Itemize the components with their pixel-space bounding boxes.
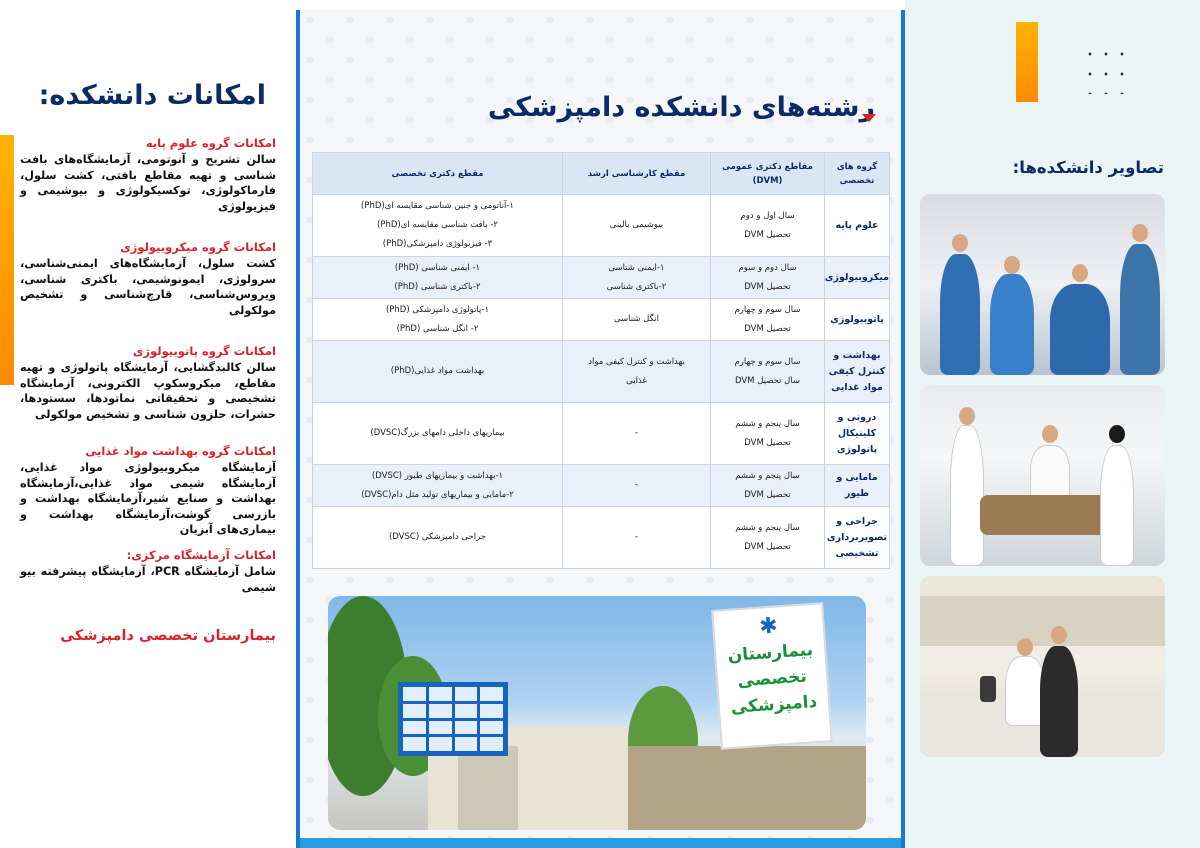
person-head	[1017, 638, 1033, 656]
person-figure	[940, 254, 980, 375]
cell-line: تحصیل DVM	[744, 229, 791, 240]
cell-msc	[563, 195, 711, 257]
cell-group: درونی و کلینیکال پاتولوژی	[825, 403, 890, 465]
column-header: مقطع دکتری تخصصی	[313, 153, 563, 195]
person-head	[959, 407, 975, 425]
cell-line: سال تحصیل DVM	[734, 375, 801, 386]
cell-dvm	[711, 403, 825, 465]
person-head	[1072, 264, 1088, 282]
cell-line: بهداشت و کنترل کیفی مواد	[588, 356, 685, 367]
facility-text: کشت سلول، آزمایشگاه‌های ایمنی‌شناسی، سرولوژی، ایمونوشیمی، باکتری شناسی، ویروس‌شناسی، قارچ‌شناسی و تشخیص مولکولی	[20, 257, 276, 317]
cell-msc	[563, 507, 711, 569]
column-header: گروه های تخصصی	[825, 153, 890, 195]
cell-phd	[313, 507, 563, 569]
cell-group: بهداشت و کنترل کیفی مواد غذایی	[825, 341, 890, 403]
caret-down-icon	[862, 114, 876, 122]
left-accent-bar	[0, 135, 14, 385]
cell-line: بیوشیمی بالینی	[609, 220, 664, 230]
cell-line: تحصیل DVM	[744, 541, 791, 552]
cell-group: پاتوبیولوژی	[825, 299, 890, 341]
cell-dvm	[711, 507, 825, 569]
university-logo-icon: ✱	[758, 613, 779, 640]
facility-text: سالن تشریح و آنوتومی، آزمایشگاه‌های بافت شناسی و تهیه مقاطع بافتی، کشت سلول، فارماکولوژی، توکسیکولوژی و بیوشیمی و فیزیولوژی	[20, 153, 276, 213]
person-figure	[1050, 284, 1110, 375]
cell-line: تحصیل DVM	[744, 437, 791, 448]
table-header-row	[313, 153, 890, 195]
table-row	[313, 341, 890, 403]
cell-line: تحصیل DVM	[744, 281, 791, 292]
person-figure	[990, 274, 1034, 375]
person-head	[952, 234, 968, 252]
cell-msc	[563, 341, 711, 403]
cell-line: سال دوم و سوم	[738, 262, 797, 273]
facility-text: سالن کالبدگشایی، آزمایشگاه پاتولوژی و تهیه مقاطع، میکروسکوپ الکترونی، آزمایشگاه تشخیصی و تحقیقاتی نماتودها، سستودها، حشرات، حلزون شناسی و تشخیص مولکولی	[20, 361, 276, 421]
cell-line: ۱-ایمنی شناسی	[608, 262, 665, 273]
person-figure	[1100, 445, 1134, 566]
photo-microscope-lab	[920, 576, 1165, 757]
person-figure	[1005, 656, 1045, 726]
cell-msc	[563, 257, 711, 299]
cell-group: علوم پایه	[825, 195, 890, 257]
photo-anatomy-lab	[920, 385, 1165, 566]
cell-line: سال اول و دوم	[740, 210, 795, 221]
cell-dvm	[711, 341, 825, 403]
cell-line: -	[634, 428, 639, 438]
cell-phd	[313, 195, 563, 257]
facility-heading: امکانات گروه پاتوبیولوژی	[132, 344, 276, 358]
cell-line: ۲- بافت شناسی مقایسه ای(PhD)	[377, 220, 498, 230]
cell-line: سال سوم و چهارم	[734, 304, 801, 315]
cell-line: انگل شناسی	[613, 314, 660, 324]
facility-microbiology	[20, 240, 276, 318]
cell-line: -	[634, 532, 639, 542]
right-accent-bar	[1016, 22, 1038, 102]
cell-group: مامایی و طیور	[825, 465, 890, 507]
cell-line: ۲-مامایی و بیماریهای تولید مثل دام(DVSC)	[361, 489, 514, 500]
cell-line: -	[634, 480, 639, 490]
cell-dvm	[711, 257, 825, 299]
cell-line: ۳- فیزیولوژی دامپزشکی(PhD)	[382, 239, 493, 249]
cabinet-row	[920, 596, 1165, 646]
sign-line: تخصصی	[736, 666, 808, 692]
sign-line: بیمارستان	[727, 640, 814, 667]
microscope-icon	[980, 676, 996, 702]
cell-line: تحصیل DVM	[744, 323, 791, 334]
column-header: مقاطع دکتری عمومی (DVM)	[711, 153, 825, 195]
person-head	[1004, 256, 1020, 274]
hospital-link[interactable]: بیمارستان تخصصی دامپزشکی	[60, 628, 276, 644]
cell-dvm	[711, 195, 825, 257]
gallery-title: تصاویر دانشکده‌ها:	[1012, 158, 1164, 177]
person-head	[1051, 626, 1067, 644]
cell-msc	[563, 465, 711, 507]
photo-surgery	[920, 194, 1165, 375]
cell-line: سال پنجم و ششم	[735, 522, 800, 533]
cell-line: بهداشت مواد غذایی(PhD)	[390, 366, 485, 376]
cell-line: ۱-بهداشت و بیماریهای طیور (DVSC)	[371, 470, 504, 481]
hospital-sign	[711, 602, 832, 749]
table-row	[313, 465, 890, 507]
sign-line: دامپزشکی	[730, 691, 818, 718]
cell-phd	[313, 257, 563, 299]
specimen-table	[980, 495, 1110, 535]
cell-line: سال پنجم و ششم	[735, 470, 800, 481]
table-row	[313, 507, 890, 569]
table-row	[313, 403, 890, 465]
cell-line: سال پنجم و ششم	[735, 418, 800, 429]
facility-text: آزمایشگاه میکروبیولوژی مواد غذایی، آزمایشگاه شیمی مواد غذایی،آزمایشگاه بهداشت و صنایع شیر،آزمایشگاه بهداشت و بازرسی گوشت،آزمایشگاه بهداشت و بیماری‌های آبزیان	[20, 461, 276, 537]
dot-grid-decoration	[1082, 44, 1132, 94]
table-row	[313, 257, 890, 299]
hospital-photo	[328, 596, 866, 830]
stone-wall	[628, 746, 866, 830]
majors-title: رشته‌های دانشکده دامپزشکی	[487, 92, 875, 123]
info-board	[398, 682, 508, 756]
building-entrance	[458, 746, 518, 830]
cell-dvm	[711, 465, 825, 507]
cell-msc	[563, 299, 711, 341]
cell-line: ۲- انگل شناسی (PhD)	[396, 323, 479, 334]
cell-line: جراحی دامپزشکی (DVSC)	[388, 532, 487, 542]
cell-group: جراحی و تصویربرداری تشخیصی	[825, 507, 890, 569]
person-figure	[950, 425, 984, 566]
column-header: مقطع کارشناسی ارشد	[563, 153, 711, 195]
facility-central-lab	[20, 548, 276, 595]
facility-heading: امکانات آزمایشگاه مرکزی:	[126, 548, 276, 562]
person-head	[1132, 224, 1148, 242]
cell-line: ۱- ایمنی شناسی (PhD)	[394, 262, 481, 273]
facility-heading: امکانات گروه بهداشت مواد غذایی	[85, 444, 276, 458]
person-head	[1109, 425, 1125, 443]
facility-heading: امکانات گروه میکروبیولوژی	[120, 240, 276, 254]
person-figure	[1040, 646, 1078, 757]
cell-line: غذایی	[626, 375, 647, 386]
facilities-title: امکانات دانشکده:	[38, 80, 266, 111]
cell-line: بیماریهای داخلی دامهای بزرگ(DVSC)	[370, 428, 505, 438]
facility-basic-sciences	[20, 136, 276, 214]
cell-msc	[563, 403, 711, 465]
cell-line: ۲-باکتری شناسی	[606, 281, 667, 292]
cell-phd	[313, 299, 563, 341]
facility-pathobiology	[20, 344, 276, 422]
cell-group: میکروبیولوژی	[825, 257, 890, 299]
cell-line: سال سوم و چهارم	[734, 356, 801, 367]
facility-food-hygiene	[20, 444, 276, 538]
cell-dvm	[711, 299, 825, 341]
person-head	[1042, 425, 1058, 443]
table-body	[313, 195, 890, 569]
cell-phd	[313, 403, 563, 465]
cell-line: ۲-باکتری شناسی (PhD)	[394, 281, 481, 292]
cell-line: ۱-آناتومی و جنین شناسی مقایسه ای(PhD)	[361, 201, 514, 211]
left-column	[0, 0, 296, 848]
cell-phd	[313, 465, 563, 507]
facility-heading: امکانات گروه علوم پایه	[145, 136, 276, 150]
cell-line: تحصیل DVM	[744, 489, 791, 500]
person-figure	[1120, 244, 1160, 375]
table-row	[313, 299, 890, 341]
table-row	[313, 195, 890, 257]
majors-table	[312, 152, 890, 569]
cell-phd	[313, 341, 563, 403]
center-bottom-bar	[300, 838, 901, 848]
facility-text: شامل آزمایشگاه PCR، آزمایشگاه پیشرفته بیو شیمی	[20, 565, 276, 594]
cell-line: ۱-پاتولوژی دامپزشکی (PhD)	[385, 304, 490, 315]
